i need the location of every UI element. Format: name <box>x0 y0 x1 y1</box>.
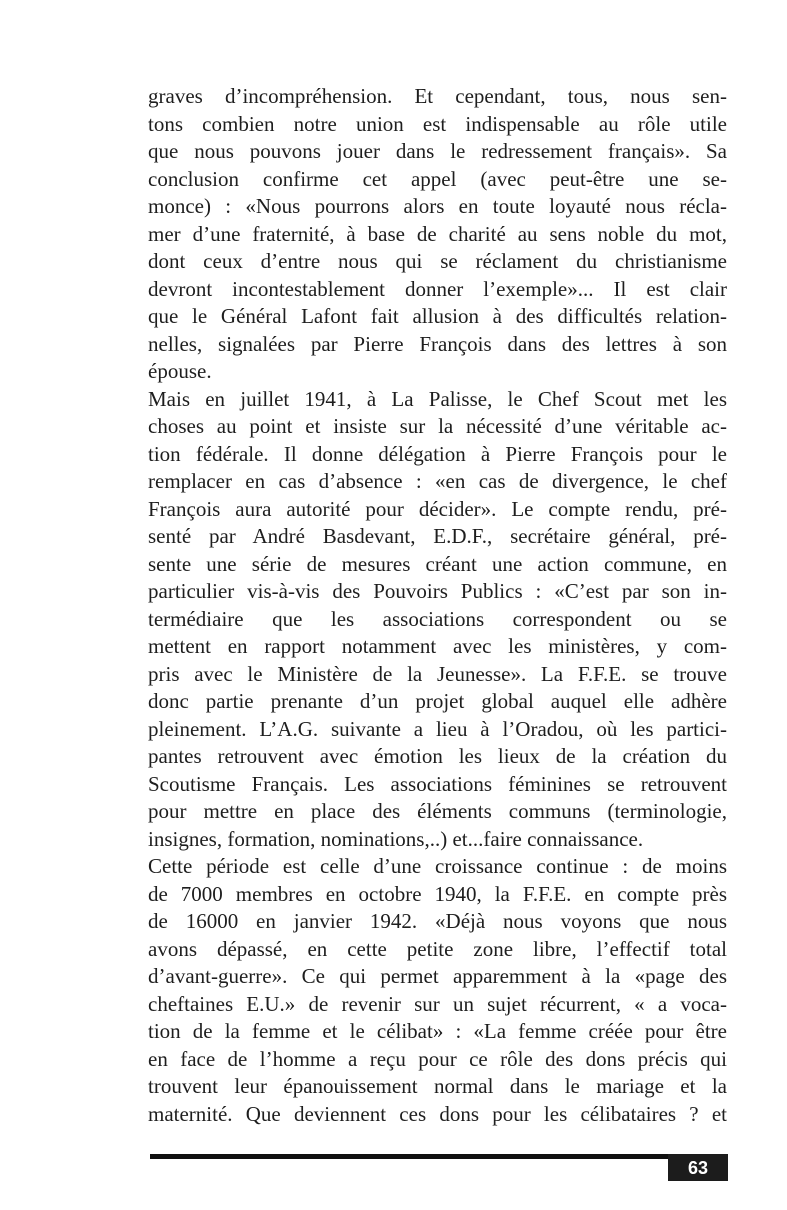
text-line: mettent en rapport notamment avec les ministères, y com- <box>148 634 727 658</box>
text-line: tons combien notre union est indispensable au rôle utile <box>148 111 727 136</box>
text-line: maternité. Que deviennent ces dons pour les célibataires ? et <box>148 1101 727 1126</box>
text-line: d’avant-guerre». Ce qui permet apparemment à la «page des <box>148 964 727 988</box>
text-line: que nous pouvons jouer dans le redressement français». Sa <box>148 139 727 163</box>
text-line: épouse. <box>148 359 212 383</box>
page-number: 63 <box>687 1157 709 1178</box>
footer-rule <box>150 1154 668 1159</box>
text-line: avons dépassé, en cette petite zone libre, l’effectif total <box>148 936 727 961</box>
text-line: insignes, formation, nominations,..) et...faire connaissance. <box>148 826 644 851</box>
text-line: dont ceux d’entre nous qui se réclament du christianisme <box>148 249 727 273</box>
text-line: de 7000 membres en octobre 1940, la F.F.E. en compte près <box>148 881 727 906</box>
text-line: mer d’une fraternité, à base de charité au sens noble du mot, <box>148 221 727 246</box>
text-line: pour mettre en place des éléments communs (terminologie, <box>148 799 727 823</box>
text-line: pleinement. L’A.G. suivante a lieu à l’Oradou, où les partici- <box>148 716 727 741</box>
text-line: Cette période est celle d’une croissance continue : de moins <box>148 854 727 878</box>
body-text <box>148 83 727 1128</box>
text-line: conclusion confirme cet appel (avec peut-être une se- <box>148 166 727 191</box>
text-line: graves d’incompréhension. Et cependant, tous, nous sen- <box>148 84 727 108</box>
page-number-badge <box>668 1154 728 1181</box>
text-line: senté par André Basdevant, E.D.F., secrétaire général, pré- <box>148 524 727 548</box>
text-line: cheftaines E.U.» de revenir sur un sujet récurrent, « a voca- <box>148 991 727 1016</box>
text-line: François aura autorité pour décider». Le compte rendu, pré- <box>148 496 727 521</box>
text-line: remplacer en cas d’absence : «en cas de divergence, le chef <box>148 469 727 493</box>
text-line: choses au point et insiste sur la nécessité d’une véritable ac- <box>148 414 727 438</box>
text-line: monce) : «Nous pourrons alors en toute loyauté nous récla- <box>148 194 727 218</box>
text-line: que le Général Lafont fait allusion à des difficultés relation- <box>148 304 727 328</box>
text-line: tion de la femme et le célibat» : «La femme créée pour être <box>148 1019 727 1043</box>
text-line: sente une série de mesures créant une action commune, en <box>148 551 727 576</box>
text-line: en face de l’homme a reçu pour ce rôle des dons précis qui <box>148 1046 727 1071</box>
text-line: termédiaire que les associations correspondent ou se <box>148 606 727 631</box>
text-line: tion fédérale. Il donne délégation à Pierre François pour le <box>148 441 727 466</box>
text-line: Mais en juillet 1941, à La Palisse, le Chef Scout met les <box>148 386 727 411</box>
text-line: pris avec le Ministère de la Jeunesse». La F.F.E. se trouve <box>148 661 727 686</box>
text-line: Scoutisme Français. Les associations féminines se retrouvent <box>148 771 727 796</box>
text-line: trouvent leur épanouissement normal dans le mariage et la <box>148 1074 727 1098</box>
text-line: donc partie prenante d’un projet global auquel elle adhère <box>148 689 727 713</box>
text-line: de 16000 en janvier 1942. «Déjà nous voyons que nous <box>148 909 727 933</box>
text-line: nelles, signalées par Pierre François dans des lettres à son <box>148 331 727 356</box>
text-line: particulier vis-à-vis des Pouvoirs Publics : «C’est par son in- <box>148 579 727 603</box>
text-line: devront incontestablement donner l’exemple»... Il est clair <box>148 276 727 301</box>
text-line: pantes retrouvent avec émotion les lieux de la création du <box>148 744 727 768</box>
